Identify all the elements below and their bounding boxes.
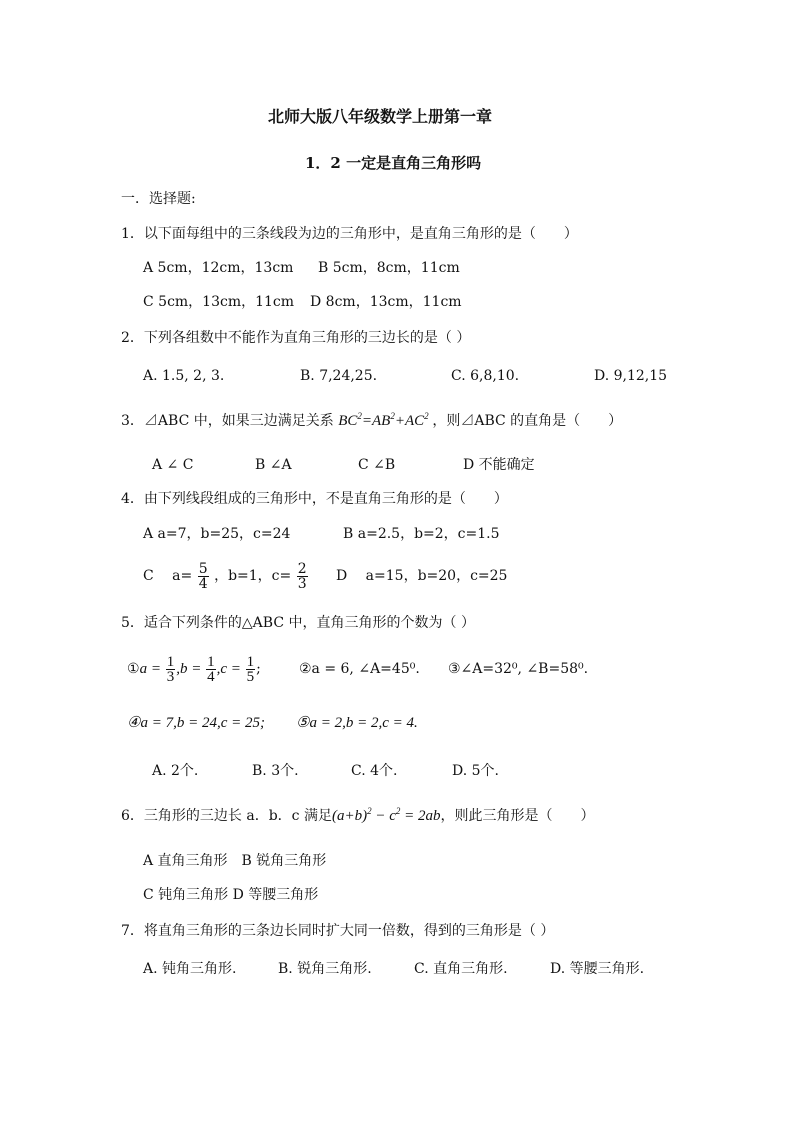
question-1-option-b: B 5cm，8cm，11cm	[318, 260, 460, 276]
question-6-options-ab: A 直角三角形 B 锐角三角形	[143, 853, 327, 869]
fraction-denominator: 4	[207, 668, 215, 685]
formula-bc: BC	[338, 413, 358, 429]
question-4-option-c-label: C a=	[143, 568, 193, 584]
formula-rhs: = 2ab	[400, 808, 441, 824]
question-4-option-c-mid: ，b=1，c=	[214, 568, 292, 584]
question-3-prefix: 3．⊿ABC 中，如果三边满足关系	[121, 413, 334, 429]
fraction-numerator: 1	[207, 653, 215, 670]
fraction-denominator: 3	[166, 668, 175, 685]
question-1-option-c: C 5cm，13cm，11cm	[143, 294, 295, 310]
fraction-1-over-3	[166, 655, 176, 684]
condition-1-end: ;	[256, 661, 261, 677]
question-2-option-d: D. 9,12,15	[594, 368, 668, 384]
question-6-formula	[332, 808, 441, 824]
formula-sum: (a+b)	[331, 808, 368, 824]
question-7-option-c: C. 直角三角形.	[414, 961, 508, 977]
formula-exp: 2	[367, 806, 372, 816]
question-4-option-b: B a=2.5，b=2，c=1.5	[343, 526, 500, 542]
fraction-numerator: 1	[246, 653, 255, 670]
question-3-suffix: ，则⊿ABC 的直角是（ ）	[432, 413, 623, 429]
question-5-stem: 5．适合下列条件的△ABC 中，直角三角形的个数为（ ）	[121, 615, 475, 631]
fraction-1-over-5	[246, 655, 256, 684]
condition-1-label: ①	[127, 661, 140, 677]
question-7-option-d: D. 等腰三角形.	[550, 961, 645, 977]
question-2-option-b: B. 7,24,25.	[300, 368, 378, 384]
question-2-option-c: C. 6,8,10.	[451, 368, 520, 384]
question-4-option-d: D a=15，b=20，c=25	[336, 568, 508, 584]
question-2-stem: 2．下列各组数中不能作为直角三角形的三边长的是（ ）	[121, 330, 471, 346]
section-subtitle: 1．2 一定是直角三角形吗	[305, 154, 482, 172]
question-5-condition-2: ②a = 6, ∠A=45⁰.	[299, 661, 420, 677]
question-3-option-c: C ∠B	[358, 457, 396, 473]
question-6-stem	[121, 806, 595, 826]
question-5-condition-1	[127, 649, 261, 689]
question-3-option-a: A ∠ C	[152, 457, 194, 473]
question-5-option-b: B. 3个.	[252, 763, 299, 779]
question-6-options-cd: C 钝角三角形 D 等腰三角形	[143, 887, 319, 903]
fraction-denominator: 5	[246, 668, 255, 685]
fraction-numerator: 5	[198, 560, 208, 577]
formula-exp: 2	[424, 411, 429, 421]
section-heading: 一．选择题:	[121, 191, 196, 207]
question-1-option-a: A 5cm，12cm，13cm	[143, 260, 294, 276]
formula-minus-c: − c	[371, 808, 396, 824]
question-1-stem: 1．以下面每组中的三条线段为边的三角形中，是直角三角形的是（ ）	[121, 226, 578, 242]
question-5-condition-3: ③∠A=32⁰, ∠B=58⁰.	[448, 661, 589, 677]
fraction-numerator: 2	[297, 560, 307, 577]
condition-1-b: ,b =	[176, 661, 206, 677]
formula-exp: 2	[390, 411, 395, 421]
question-7-option-b: B. 锐角三角形.	[278, 961, 372, 977]
question-5-option-a: A. 2个.	[152, 763, 199, 779]
question-6-prefix: 6．三角形的三边长 a．b．c 满足	[121, 808, 332, 824]
fraction-numerator: 1	[166, 653, 175, 670]
question-6-suffix: ，则此三角形是（ ）	[440, 808, 595, 824]
question-3-stem	[121, 411, 622, 431]
formula-exp: 2	[357, 411, 362, 421]
question-5-option-d: D. 5个.	[452, 763, 499, 779]
question-1-option-d: D 8cm，13cm，11cm	[310, 294, 462, 310]
question-3-formula	[338, 413, 432, 429]
question-4-stem: 4．由下列线段组成的三角形中，不是直角三角形的是（ ）	[121, 491, 508, 507]
question-4-option-a: A a=7，b=25，c=24	[143, 526, 291, 542]
formula-plus: +	[394, 413, 405, 429]
question-3-option-d: D 不能确定	[463, 457, 535, 473]
question-5-condition-5: ⑤a = 2,b = 2,c = 4.	[296, 715, 418, 731]
fraction-denominator: 4	[198, 575, 208, 592]
fraction-1-over-4	[206, 655, 216, 684]
question-3-option-b: B ∠A	[255, 457, 292, 473]
question-2-option-a: A. 1.5, 2, 3.	[143, 368, 225, 384]
formula-exp: 2	[395, 806, 401, 816]
question-7-option-a: A. 钝角三角形.	[143, 961, 237, 977]
question-4-option-c	[143, 556, 309, 596]
document-title: 北师大版八年级数学上册第一章	[268, 107, 493, 126]
question-7-stem: 7．将直角三角形的三条边长同时扩大同一倍数，得到的三角形是（ ）	[121, 923, 555, 939]
condition-1-a: a =	[139, 661, 165, 677]
fraction-2-over-3	[297, 562, 308, 591]
condition-1-c: ,c =	[216, 661, 245, 677]
formula-eq: =	[361, 413, 372, 429]
fraction-denominator: 3	[297, 575, 307, 592]
fraction-5-over-4	[198, 562, 209, 591]
question-5-condition-4: ④a = 7,b = 24,c = 25;	[127, 715, 265, 731]
formula-ab: AB	[371, 413, 391, 429]
formula-ac: AC	[404, 413, 425, 429]
question-5-option-c: C. 4个.	[351, 763, 398, 779]
